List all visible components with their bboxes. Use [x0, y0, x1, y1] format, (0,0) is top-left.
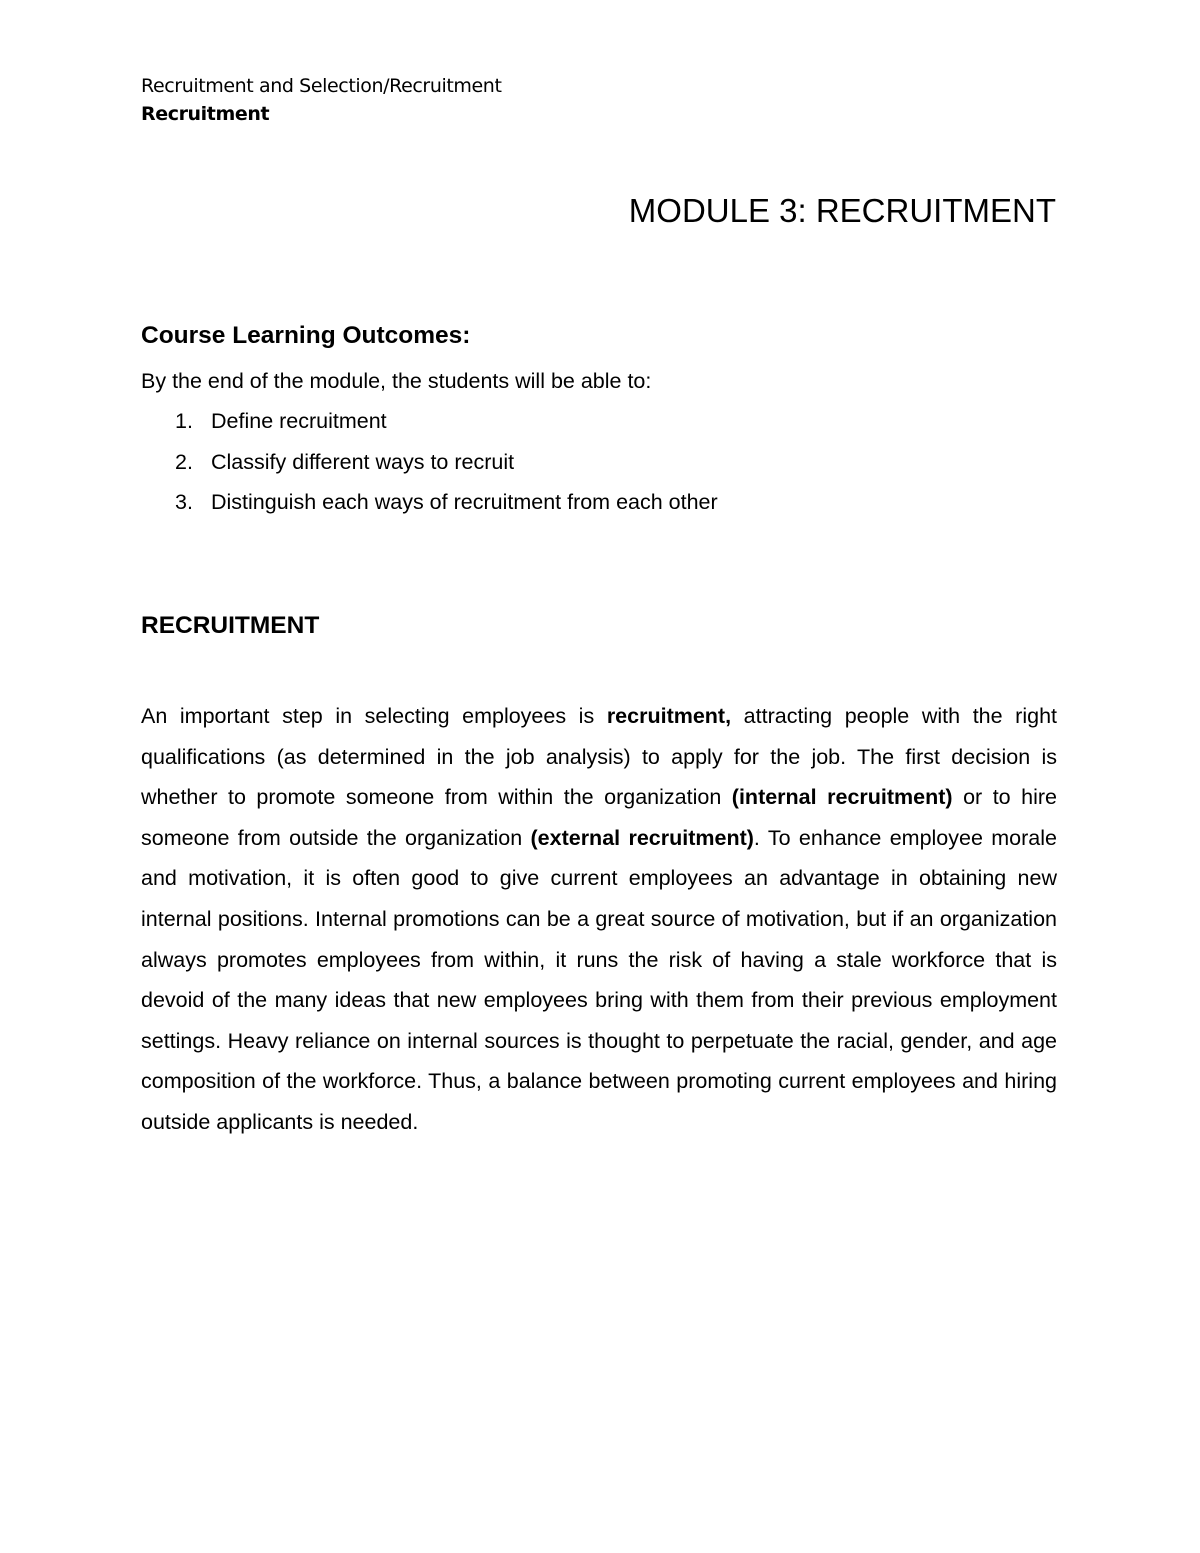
body-paragraph: [141, 696, 1057, 1143]
list-item-text: Classify different ways to recruit: [211, 449, 515, 474]
paragraph-text: attracting people with the right qualifications (as determined in the job analysis) to apply for the job. The first decision is whether to promote someone from within the organization: [141, 704, 1057, 810]
header-course-path: Recruitment and Selection/Recruitment: [141, 75, 502, 97]
term-internal-recruitment: (internal recruitment): [731, 785, 953, 810]
list-item-number: 1.: [175, 409, 193, 433]
module-title: MODULE 3: RECRUITMENT: [628, 192, 1056, 229]
paragraph-text: or to hire someone from outside the organization: [141, 785, 1057, 850]
list-item-number: 3.: [175, 490, 193, 514]
term-external-recruitment: (external recruitment): [530, 825, 754, 850]
learning-outcomes-heading: Course Learning Outcomes:: [141, 322, 471, 349]
list-item-number: 2.: [175, 449, 193, 474]
section-heading: RECRUITMENT: [141, 612, 320, 639]
list-item-text: Define recruitment: [211, 409, 387, 433]
paragraph-text: . To enhance employee morale and motivation, it is often good to give current employees an advantage in obtaining new internal positions. Internal promotions can be a great source of motivation, but if an organization always promotes employees from within, it runs the risk of having a stale workforce that is devoid of the many ideas that new employees bring with them from their previous employment settings. Heavy reliance on internal sources is thought to perpetuate the racial, gender, and age composition of the workforce. Thus, a balance between promoting current employees and hiring outside applicants is needed.: [141, 825, 1057, 1134]
learning-outcomes-intro: By the end of the module, the students will be able to:: [141, 369, 652, 393]
paragraph-text: An important step in selecting employees is: [141, 704, 607, 728]
term-recruitment: recruitment,: [606, 704, 732, 728]
header-section-name: Recruitment: [141, 103, 270, 125]
list-item-text: Distinguish each ways of recruitment from each other: [211, 490, 718, 514]
